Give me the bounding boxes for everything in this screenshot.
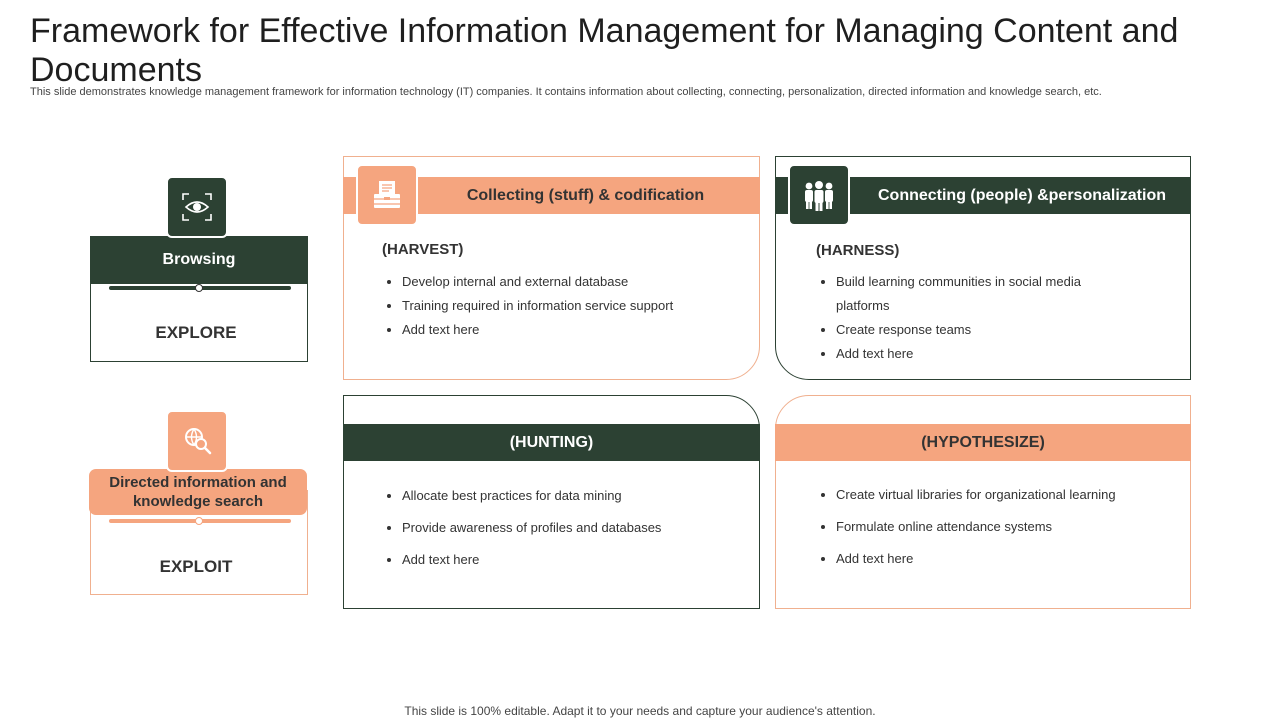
people-group-icon — [788, 164, 850, 226]
exploit-label: EXPLOIT — [159, 557, 233, 576]
page-title: Framework for Effective Information Management for Managing Content and Documents — [30, 12, 1179, 89]
list-item: • Provide awareness of profiles and databases — [402, 512, 744, 544]
harvest-heading: (HARVEST) — [382, 241, 464, 258]
footer-note: This slide is 100% editable. Adapt it to your needs and capture your audience's attention. — [404, 704, 876, 718]
list-item: • Create virtual libraries for organizational learning — [836, 479, 1178, 511]
browsing-slider-knob — [195, 284, 203, 292]
list-item: • Training required in information service support — [402, 294, 744, 318]
browsing-label: Browsing — [90, 236, 308, 284]
hypothesize-card — [775, 395, 1191, 609]
list-item: • Add text here — [836, 342, 1088, 366]
list-item: • Formulate online attendance systems — [836, 511, 1178, 543]
list-item: • Develop internal and external database — [402, 270, 744, 294]
collecting-bullets — [384, 270, 744, 342]
hunting-bullets — [384, 480, 744, 576]
list-item: • Add text here — [402, 318, 744, 342]
hypothesize-title: (HYPOTHESIZE) — [775, 424, 1191, 461]
directed-slider-knob — [195, 517, 203, 525]
list-item: • Add text here — [836, 543, 1178, 575]
connecting-title: Connecting (people) &personalization — [775, 177, 1191, 214]
list-item: • Allocate best practices for data mining — [402, 480, 744, 512]
directed-label: Directed information and knowledge search — [89, 469, 307, 515]
globe-search-icon — [166, 410, 228, 472]
browsing-card — [90, 236, 308, 362]
page-subtitle: This slide demonstrates knowledge management framework for information technology (IT) companies. It contains information about collecting, connecting, personalization, directed information and knowledge search, etc. — [30, 86, 1102, 98]
list-item: • Create response teams — [836, 318, 1088, 342]
hunting-title: (HUNTING) — [343, 424, 760, 461]
connecting-bullets — [818, 270, 1088, 366]
eye-scan-icon — [166, 176, 228, 238]
explore-label: EXPLORE — [155, 323, 237, 342]
hypothesize-bullets — [818, 479, 1178, 575]
list-item: • Add text here — [402, 544, 744, 576]
collecting-title: Collecting (stuff) & codification — [343, 177, 760, 214]
hunting-card — [343, 395, 760, 609]
list-item: • Build learning communities in social media platforms — [836, 270, 1088, 318]
document-tray-icon — [356, 164, 418, 226]
harness-heading: (HARNESS) — [816, 242, 900, 259]
